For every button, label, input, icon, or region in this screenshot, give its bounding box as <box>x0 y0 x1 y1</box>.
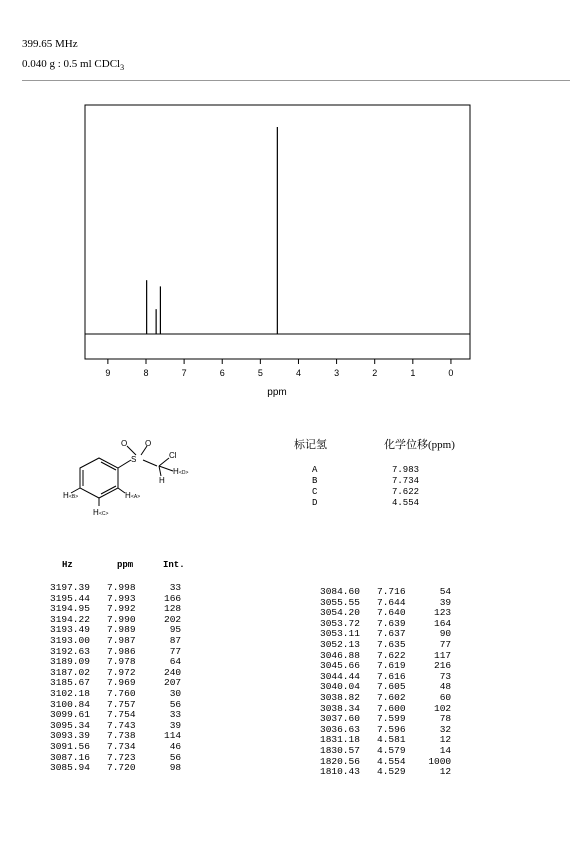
peak-marks <box>147 127 278 334</box>
assignment-shift: 7.983 <box>392 465 420 475</box>
x-tick-label: 6 <box>219 368 225 378</box>
hydrogen-ch2-lower: H <box>159 476 165 485</box>
peak-row: 3038.82 7.602 60 <box>320 691 452 703</box>
oxygen-atom-2: O <box>145 439 152 448</box>
x-tick-label: 5 <box>257 368 263 378</box>
peak-header-int: Int. <box>163 560 185 570</box>
peak-header-hz: Hz <box>62 560 73 570</box>
nmr-spectrum-chart <box>0 100 570 410</box>
assignment-label: B <box>312 476 318 486</box>
peak-row: 3040.04 7.605 48 <box>320 681 452 693</box>
peak-row: 3095.34 7.743 39 <box>50 719 182 731</box>
peak-row: 3187.02 7.972 240 <box>50 666 182 678</box>
assignment-label: D <box>312 498 318 508</box>
x-tick-label: 4 <box>295 368 301 378</box>
x-axis <box>105 359 453 378</box>
peak-row: 3055.55 7.644 39 <box>320 596 452 608</box>
x-axis-label: ppm <box>267 387 287 398</box>
assignment-shift-header: 化学位移(ppm) <box>384 439 455 451</box>
oxygen-atom-1: O <box>121 439 128 448</box>
peak-row: 3197.39 7.998 33 <box>50 582 182 593</box>
peak-row: 3193.49 7.989 95 <box>50 624 182 636</box>
x-tick-label: 7 <box>181 368 187 378</box>
hydrogen-c-tag: <C> <box>99 511 109 517</box>
hydrogen-c: H <box>93 508 99 517</box>
peak-row: 3087.16 7.723 56 <box>50 751 182 763</box>
peak-row: 3091.56 7.734 46 <box>50 740 182 752</box>
sample-text: 0.040 g : 0.5 ml CDCl <box>22 58 121 70</box>
x-tick-label: 3 <box>334 368 340 378</box>
peak-row: 3053.11 7.637 90 <box>320 628 452 640</box>
substituent-bonds <box>71 446 173 506</box>
peak-row: 3044.44 7.616 73 <box>320 670 452 682</box>
peak-row: 3189.09 7.978 64 <box>50 656 182 668</box>
peak-row: 3085.94 7.720 98 <box>50 762 182 774</box>
hydrogen-d: H <box>173 467 179 476</box>
x-tick-label: 9 <box>105 368 111 378</box>
peak-list-left <box>50 583 181 774</box>
peak-row: 1810.43 4.529 12 <box>320 766 452 778</box>
peak-row: 3194.95 7.992 128 <box>50 603 182 615</box>
assignment-label: A <box>312 465 318 475</box>
molecule-structure <box>55 438 225 528</box>
peak-list-right <box>320 587 451 778</box>
hydrogen-b: H <box>63 491 69 500</box>
peak-row: 3099.61 7.754 33 <box>50 709 182 721</box>
peak-row: 3036.63 7.596 32 <box>320 723 452 735</box>
peak-row: 1831.18 4.581 12 <box>320 734 452 746</box>
peak-row: 3192.63 7.986 77 <box>50 645 182 657</box>
peak-row: 3100.84 7.757 56 <box>50 698 182 710</box>
hydrogen-a: H <box>125 491 131 500</box>
peak-header-ppm: ppm <box>117 560 134 570</box>
sulfur-atom: S <box>131 455 137 464</box>
header-divider <box>22 80 570 81</box>
assignment-label: C <box>312 487 318 497</box>
assignment-label-header: 标记氢 <box>294 439 327 451</box>
assignment-shift: 4.554 <box>392 498 420 508</box>
sample-concentration <box>22 58 124 72</box>
sample-subscript: 3 <box>120 63 125 73</box>
peak-row: 3194.22 7.990 202 <box>50 613 182 625</box>
hydrogen-d-tag: <D> <box>179 470 189 476</box>
peak-row: 3193.00 7.987 87 <box>50 634 182 646</box>
peak-row: 3185.67 7.969 207 <box>50 677 182 689</box>
hydrogen-b-tag: <B> <box>69 494 79 500</box>
x-tick-label: 2 <box>372 368 378 378</box>
peak-row: 3195.44 7.993 166 <box>50 592 182 604</box>
peak-row: 3037.60 7.599 78 <box>320 713 452 725</box>
chlorine-atom: Cl <box>169 451 177 460</box>
peak-row: 3052.13 7.635 77 <box>320 638 452 650</box>
x-tick-label: 1 <box>410 368 416 378</box>
assignment-shift: 7.622 <box>392 487 420 497</box>
peak-row: 3102.18 7.760 30 <box>50 687 182 699</box>
x-tick-label: 0 <box>448 368 454 378</box>
peak-row: 3046.88 7.622 117 <box>320 649 452 661</box>
peak-row: 3093.39 7.738 114 <box>50 730 182 742</box>
spectrometer-frequency: 399.65 MHz <box>22 38 78 50</box>
assignment-shift: 7.734 <box>392 476 420 486</box>
peak-row: 3038.34 7.600 102 <box>320 702 452 714</box>
benzene-ring <box>80 458 118 498</box>
peak-row: 3045.66 7.619 216 <box>320 660 452 672</box>
peak-row: 3054.20 7.640 123 <box>320 607 452 619</box>
peak-row: 3053.72 7.639 164 <box>320 617 452 629</box>
peak-row: 1820.56 4.554 1000 <box>320 755 452 767</box>
peak-row: 3084.60 7.716 54 <box>320 586 452 597</box>
x-tick-label: 8 <box>143 368 149 378</box>
hydrogen-a-tag: <A> <box>131 494 141 500</box>
peak-row: 1830.57 4.579 14 <box>320 744 452 756</box>
